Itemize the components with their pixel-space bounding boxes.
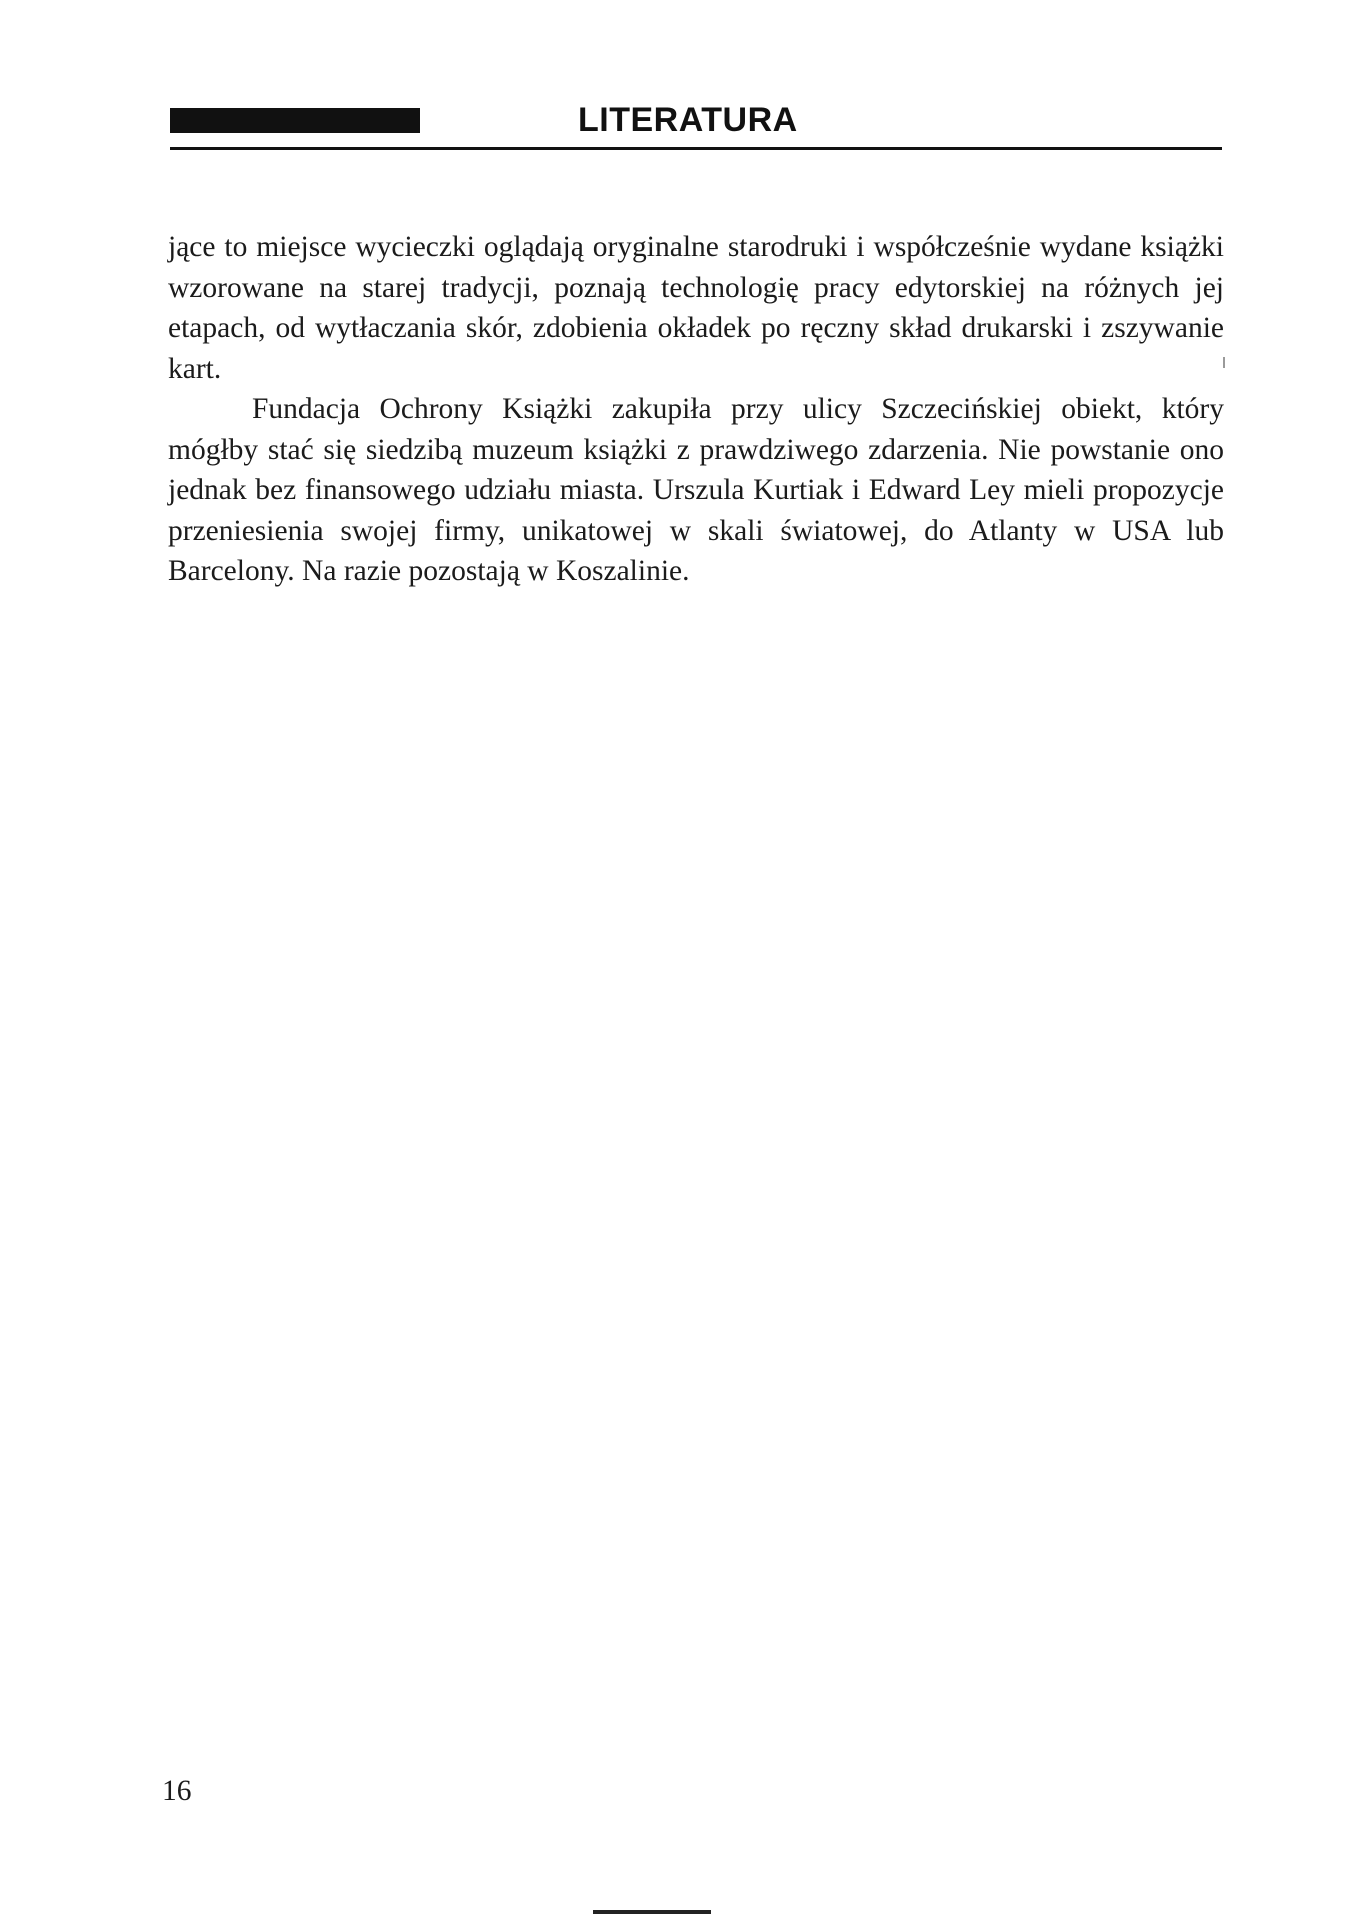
header-black-bar: [170, 108, 420, 133]
section-title: LITERATURA: [578, 101, 798, 139]
bottom-edge-mark: [593, 1910, 711, 1914]
paragraph-continued: jące to miejsce wycieczki oglądają oryginalne starodruki i współcześnie wydane książki wzorowane na starej tradycji, poznają technologię pracy edytorskiej na różnych jej etapach, od wytłaczania skór, zdobienia okładek po ręczny skład drukarski i zszywanie kart.: [168, 231, 1224, 385]
page-number: 16: [162, 1775, 192, 1807]
body-text: [168, 227, 1224, 592]
scan-speck: [1223, 357, 1225, 368]
header-rule: [170, 147, 1222, 150]
page-header: [170, 100, 1222, 152]
paragraph-fundacja: Fundacja Ochrony Książki zakupiła przy ulicy Szczecińskiej obiekt, który mógłby stać się siedzibą muzeum książki z prawdziwego zdarzenia. Nie powstanie ono jednak bez finansowego udziału miasta. Urszula Kurtiak i Edward Ley mieli propozycje przeniesienia swojej firmy, unikatowej w skali światowej, do Atlanty w USA lub Barcelony. Na razie pozostają w Koszalinie.: [168, 393, 1224, 587]
